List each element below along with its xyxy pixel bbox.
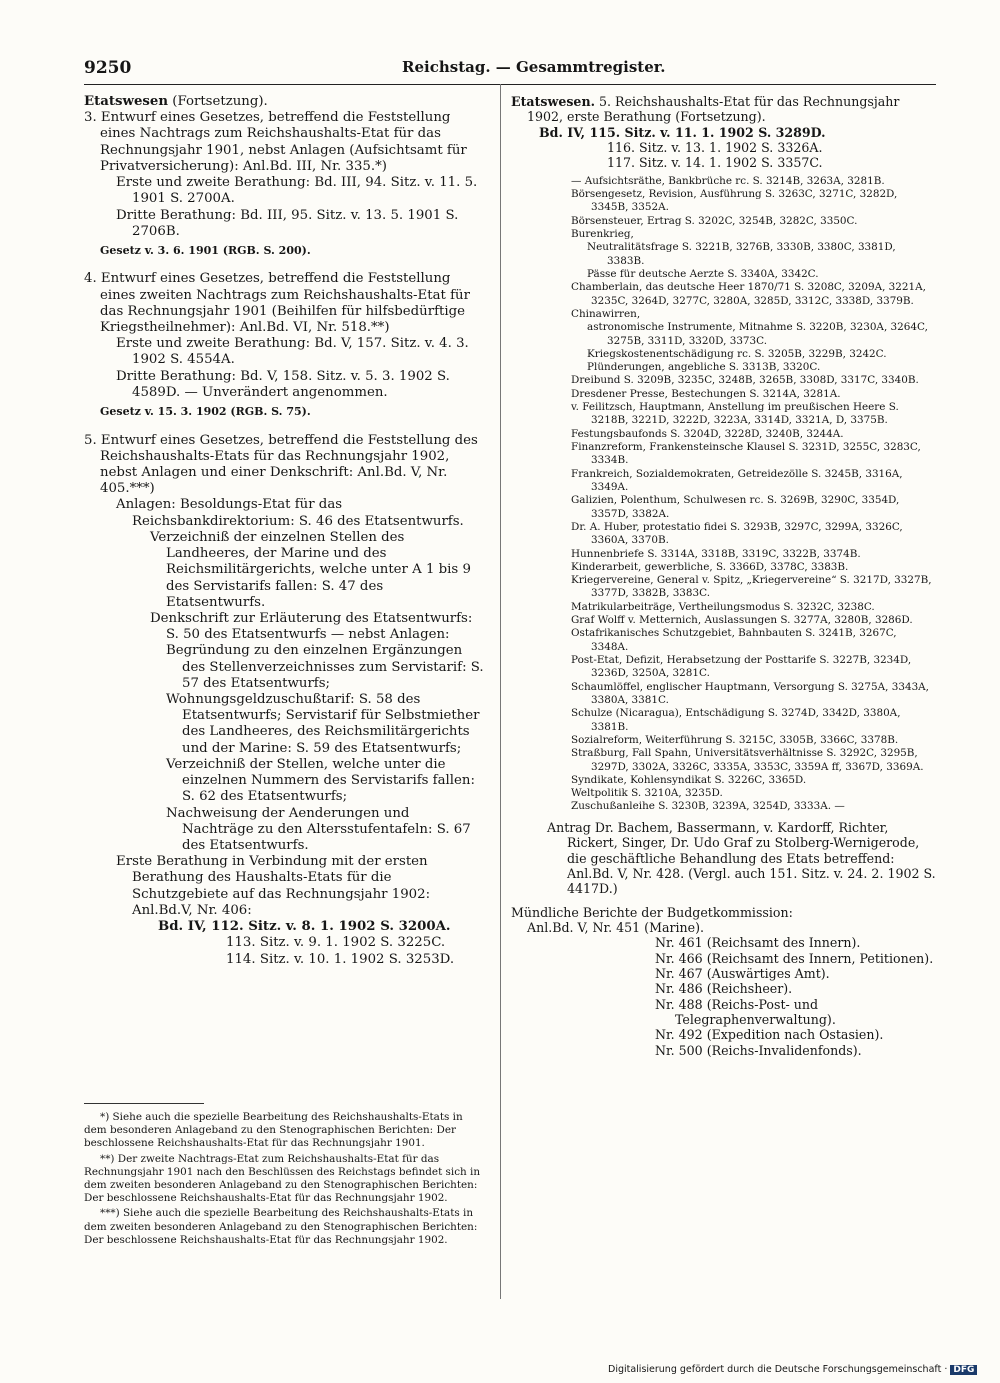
digitization-footer xyxy=(608,1364,977,1375)
bericht-item: Nr. 486 (Reichsheer). xyxy=(655,981,793,997)
section-heading: Etatswesen (Fortsetzung). xyxy=(84,94,268,109)
topic-item: Straßburg, Fall Spahn, Universitätsverhältnisse S. 3292C, 3295B, 3297D, 3302A, 3326C, 3335A, 3353C, 3359A ff, 3367D, 3369A. xyxy=(571,747,924,773)
right-sitting-3: 117. Sitz. v. 14. 1. 1902 S. 3357C. xyxy=(607,155,823,171)
entry-4-reading-1-2: Erste und zweite Berathung: Bd. V, 157. Sitz. v. 4. 3. 1902 S. 4554A. xyxy=(116,336,469,368)
topic-item: Galizien, Polenthum, Schulwesen rc. S. 3269B, 3290C, 3354D, 3357D, 3382A. xyxy=(571,494,900,520)
column-divider xyxy=(500,84,501,1299)
topic-item: Weltpolitik S. 3210A, 3235D. xyxy=(571,787,723,800)
berichte-title: Mündliche Berichte der Budgetkommission: xyxy=(511,904,793,920)
entry-3-reading-3: Dritte Berathung: Bd. III, 95. Sitz. v. 13. 5. 1901 S. 2706B. xyxy=(116,207,459,239)
bericht-item: Nr. 467 (Auswärtiges Amt). xyxy=(655,966,830,982)
right-heading: Etatswesen. 5. Reichshaushalts-Etat für das Rechnungsjahr 1902, erste Berathung (Fortsetzung). xyxy=(511,94,900,125)
entry-5: 5. Entwurf eines Gesetzes, betreffend die Feststellung des Reichshaushalts-Etats für das Rechnungsjahr 1902, nebst Anlagen und einer Denkschrift: Anl.Bd. V, Nr. 405.***) xyxy=(84,432,478,497)
topic-item: Pässe für deutsche Aerzte S. 3340A, 3342C. xyxy=(587,267,819,280)
entry-5-verzeichniss: Verzeichniß der einzelnen Stellen des Landheeres, der Marine und des Reichsmilitärgerichts, welche unter A 1 bis 9 des Servistarifs fallen: S. 47 des Etatsentwurfs. xyxy=(150,529,471,610)
entry-5-denkschrift: Denkschrift zur Erläuterung des Etatsentwurfs: S. 50 des Etatsentwurfs — nebst Anlagen: xyxy=(150,610,473,643)
bericht-item: Nr. 500 (Reichs-Invalidenfonds). xyxy=(655,1042,862,1058)
right-column xyxy=(511,94,936,1058)
topic-item: Schulze (Nicaragua), Entschädigung S. 3274D, 3342D, 3380A, 3381B. xyxy=(571,707,901,733)
topic-item: Graf Wolff v. Metternich, Auslassungen S. 3277A, 3280B, 3286D. xyxy=(571,614,913,627)
topic-item: Sozialreform, Weiterführung S. 3215C, 3305B, 3366C, 3378B. xyxy=(571,733,899,746)
topic-item: Börsensteuer, Ertrag S. 3202C, 3254B, 3282C, 3350C. xyxy=(571,214,858,227)
topic-item: Zuschußanleihe S. 3230B, 3239A, 3254D, 3333A. — xyxy=(571,800,845,813)
topic-item: Post-Etat, Defizit, Herabsetzung der Posttarife S. 3227B, 3234D, 3236D, 3250A, 3281C. xyxy=(571,654,912,680)
footnote-3: ***) Siehe auch die spezielle Bearbeitung des Reichshaushalts-Etats in dem zweiten besonderen Anlageband zu den Stenographischen Berichten: Der beschlossene Reichshaushalts-Etat für das Rechnungsjahr 1902. xyxy=(84,1207,478,1246)
topic-item: Chinawirren, xyxy=(571,307,641,320)
bericht-451: Anl.Bd. V, Nr. 451 (Marine). xyxy=(527,919,705,935)
right-sitting-2: 116. Sitz. v. 13. 1. 1902 S. 3326A. xyxy=(607,140,823,156)
dfg-logo: DFG xyxy=(950,1365,977,1375)
entry-5-sub-1: Begründung zu den einzelnen Ergänzungen des Stellenverzeichnisses zum Servistarif: S. 57 des Etatsentwurfs; xyxy=(166,643,484,691)
topic-item: Festungsbaufonds S. 3204D, 3228D, 3240B, 3244A. xyxy=(571,427,844,440)
topic-item: Hunnenbriefe S. 3314A, 3318B, 3319C, 3322B, 3374B. xyxy=(571,547,861,560)
topic-item: Ostafrikanisches Schutzgebiet, Bahnbauten S. 3241B, 3267C, 3348A. xyxy=(571,627,897,653)
entry-5-sub-3: Verzeichniß der Stellen, welche unter die einzelnen Nummern des Servistarifs fallen: S. 62 des Etatsentwurfs; xyxy=(166,756,475,805)
topic-item: Chamberlain, das deutsche Heer 1870/71 S. 3208C, 3209A, 3221A, 3235C, 3264D, 3277C, 3280A, 3285D, 3312C, 3338D, 3379B. xyxy=(571,281,926,307)
entry-4-law: Gesetz v. 15. 3. 1902 (RGB. S. 75). xyxy=(100,405,311,419)
running-title: Reichstag. — Gesammtregister. xyxy=(402,58,666,76)
right-sitting-1: Bd. IV, 115. Sitz. v. 11. 1. 1902 S. 3289D. xyxy=(539,124,826,140)
left-column xyxy=(84,94,484,968)
topic-item: Syndikate, Kohlensyndikat S. 3226C, 3365D. xyxy=(571,773,807,786)
topic-item: Dr. A. Huber, protestatio fidei S. 3293B, 3297C, 3299A, 3326C, 3360A, 3370B. xyxy=(571,520,903,547)
topic-item: Kinderarbeit, gewerbliche, S. 3366D, 3378C, 3383B. xyxy=(571,560,849,573)
entry-5-erste-berathung: Erste Berathung in Verbindung mit der ersten Berathung des Haushalts-Etats für die Schutzgebiete auf das Rechnungsjahr 1902: Anl.Bd.V, Nr. 406: xyxy=(116,854,431,918)
entry-4-reading-3: Dritte Berathung: Bd. V, 158. Sitz. v. 5. 3. 1902 S. 4589D. — Unverändert angenommen. xyxy=(116,368,450,400)
entry-5-sitting-2: 113. Sitz. v. 9. 1. 1902 S. 3225C. xyxy=(226,935,446,951)
entry-5-sub-4: Nachweisung der Aenderungen und Nachträge zu den Altersstufentafeln: S. 67 des Etatsentwurfs. xyxy=(166,805,471,853)
topic-item: Frankreich, Sozialdemokraten, Getreidezölle S. 3245B, 3316A, 3349A. xyxy=(571,467,903,493)
topic-item: Finanzreform, Frankensteinsche Klausel S. 3231D, 3255C, 3283C, 3334B. xyxy=(571,441,921,467)
bericht-item: Nr. 488 (Reichs-Post- und Telegraphenverwaltung). xyxy=(655,996,836,1028)
entry-4: 4. Entwurf eines Gesetzes, betreffend die Feststellung eines zweiten Nachtrags zum Reichshaushalts-Etat für das Rechnungsjahr 1901 (Beihilfen für hilfsbedürftige Kriegstheilnehmer): Anl.Bd. VI, Nr. 518.**) xyxy=(84,271,470,336)
topic-item: v. Feilitzsch, Hauptmann, Anstellung im preußischen Heere S. 3218B, 3221D, 3222D, 3223A, 3314D, 3321A, D, 3375B. xyxy=(571,401,899,427)
entry-5-anlagen: Anlagen: Besoldungs-Etat für das Reichsbankdirektorium: S. 46 des Etatsentwurfs. xyxy=(116,497,464,529)
entry-5-sitting-3: 114. Sitz. v. 10. 1. 1902 S. 3253D. xyxy=(226,951,455,967)
topic-item: Dreibund S. 3209B, 3235C, 3248B, 3265B, 3308D, 3317C, 3340B. xyxy=(571,374,919,387)
topic-item: Plünderungen, angebliche S. 3313B, 3320C. xyxy=(587,361,821,374)
topic-item: Burenkrieg, xyxy=(571,228,634,241)
entry-5-sitting-1: Bd. IV, 112. Sitz. v. 8. 1. 1902 S. 3200A. xyxy=(158,919,451,935)
topic-item: Dresdener Presse, Bestechungen S. 3214A, 3281A. xyxy=(571,387,841,400)
topic-item: Matrikularbeiträge, Vertheilungsmodus S. 3232C, 3238C. xyxy=(571,600,875,613)
topic-item: — Aufsichtsräthe, Bankbrüche rc. S. 3214B, 3263A, 3281B. xyxy=(571,174,885,187)
footer-text: Digitalisierung gefördert durch die Deutsche Forschungsgemeinschaft · xyxy=(608,1364,948,1375)
topic-item: Börsengesetz, Revision, Ausführung S. 3263C, 3271C, 3282D, 3345B, 3352A. xyxy=(571,188,898,214)
entry-3: 3. Entwurf eines Gesetzes, betreffend die Feststellung eines Nachtrags zum Reichshaushalts-Etat für das Rechnungsjahr 1901, nebst Anlagen (Aufsichtsamt für Privatversicherung): Anl.Bd. III, Nr. 335.*) xyxy=(84,110,467,174)
topic-list xyxy=(511,175,936,814)
entry-3-law: Gesetz v. 3. 6. 1901 (RGB. S. 200). xyxy=(100,243,311,257)
entry-5-sub-2: Wohnungsgeldzuschußtarif: S. 58 des Etatsentwurfs; Servistarif für Selbstmiether des Landheeres, des Reichsmilitärgerichts und der Marine: S. 59 des Etatsentwurfs; xyxy=(166,692,480,756)
header-rule xyxy=(84,84,936,85)
topic-item: Kriegskostenentschädigung rc. S. 3205B, 3229B, 3242C. xyxy=(587,347,887,360)
topic-item: astronomische Instrumente, Mitnahme S. 3220B, 3230A, 3264C, 3275B, 3311D, 3320D, 3373C. xyxy=(587,321,928,347)
topic-item: Neutralitätsfrage S. 3221B, 3276B, 3330B, 3380C, 3381D, 3383B. xyxy=(587,241,896,267)
bericht-item: Nr. 492 (Expedition nach Ostasien). xyxy=(655,1027,884,1043)
entry-3-reading-1-2: Erste und zweite Berathung: Bd. III, 94. Sitz. v. 11. 5. 1901 S. 2700A. xyxy=(116,175,478,207)
page-header xyxy=(52,58,666,80)
page-number: 9250 xyxy=(84,58,132,78)
bericht-item: Nr. 466 (Reichsamt des Innern, Petitionen). xyxy=(655,950,934,966)
topic-item: Schaumlöffel, englischer Hauptmann, Versorgung S. 3275A, 3343A, 3380A, 3381C. xyxy=(571,680,929,706)
footnote-rule xyxy=(84,1103,204,1104)
antrag: Antrag Dr. Bachem, Bassermann, v. Kardorff, Richter, Rickert, Singer, Dr. Udo Graf zu Stolberg-Wernigerode, die geschäftliche Behandlung des Etats betreffend: Anl.Bd. V, Nr. 428. (Vergl. auch 151. Sitz. v. 24. 2. 1902 S. 4417D.) xyxy=(547,819,936,897)
footnote-2: **) Der zweite Nachtrags-Etat zum Reichshaushalts-Etat für das Rechnungsjahr 1901 nach den Beschlüssen des Reichstags befindet sich in dem zweiten besonderen Anlageband zu den Stenographischen Berichten: Der beschlossene Reichshaushalts-Etat für das Rechnungsjahr 1902. xyxy=(84,1152,481,1205)
bericht-item: Nr. 461 (Reichsamt des Innern). xyxy=(655,935,861,951)
footnotes xyxy=(84,1111,484,1249)
footnote-1: *) Siehe auch die spezielle Bearbeitung des Reichshaushalts-Etats in dem besonderen Anlageband zu den Stenographischen Berichten: Der beschlossene Reichshaushalts-Etat für das Rechnungsjahr 1901. xyxy=(84,1111,463,1150)
topic-item: Kriegervereine, General v. Spitz, „Kriegervereine“ S. 3217D, 3327B, 3377D, 3382B, 3383C. xyxy=(571,574,932,600)
